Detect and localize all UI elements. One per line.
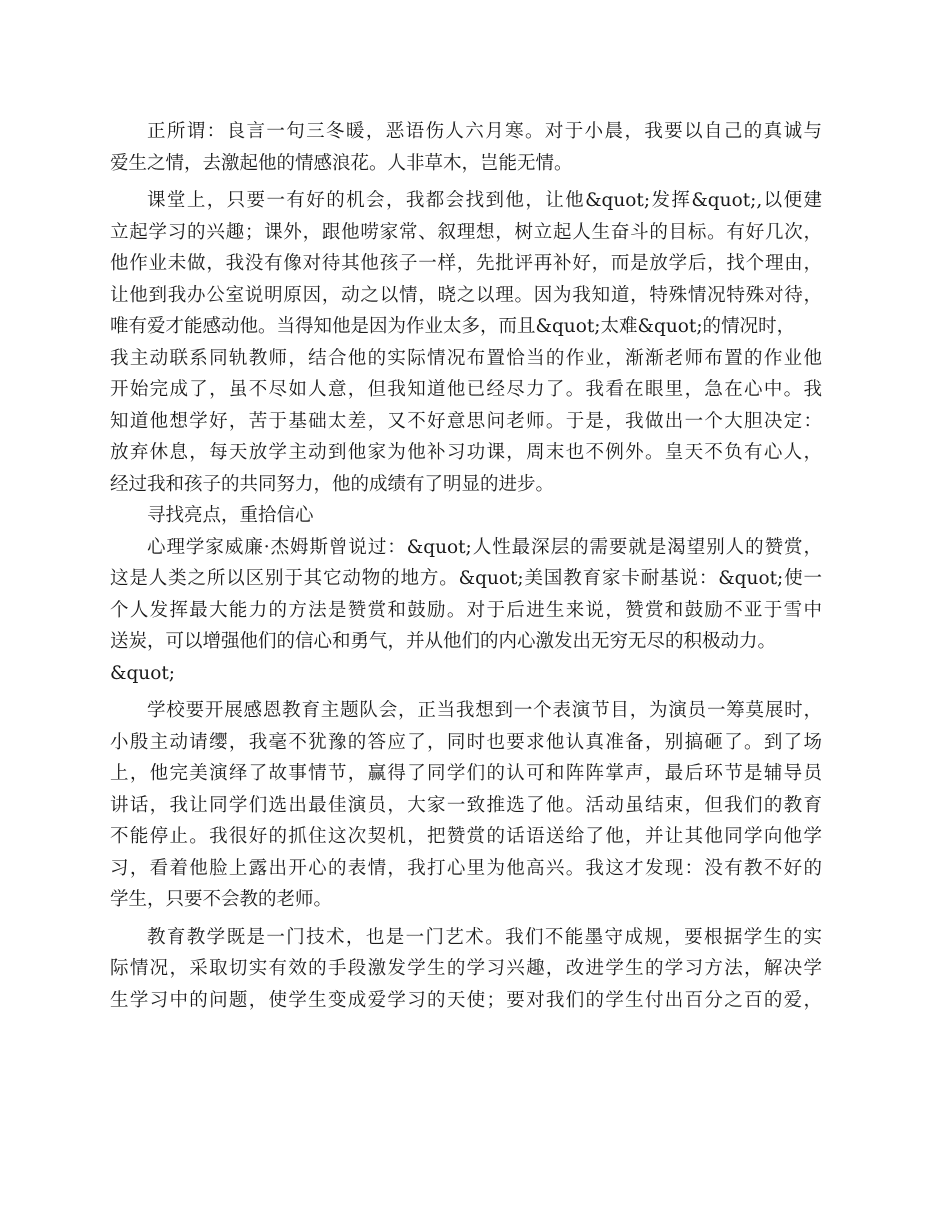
paragraph	[110, 116, 822, 179]
text-line: 学校要开展感恩教育主题队会，正当我想到一个表演节目，为演员一筹莫展时，	[147, 700, 822, 721]
document-body	[110, 116, 822, 1016]
paragraph	[110, 695, 822, 916]
text-line: 习，看着他脸上露出开心的表情，我打心里为他高兴。我这才发现：没有教不好的	[110, 857, 822, 879]
text-line: 际情况，采取切实有效的手段激发学生的学习兴趣，改进学生的学习方法，解决学	[110, 958, 822, 979]
text-line: 讲话，我让同学们选出最佳演员，大家一致推选了他。活动虽结束，但我们的教育	[110, 794, 822, 816]
text-line: 课堂上，只要一有好的机会，我都会找到他，让他&quot;发挥&quot;,以便建	[147, 190, 822, 211]
text-line: 小殷主动请缨，我毫不犹豫的答应了，同时也要求他认真准备，别搞砸了。到了场	[110, 731, 822, 753]
text-line: 心理学家威廉·杰姆斯曾说过：&quot;人性最深层的需要就是渴望别人的赞赏，	[147, 536, 822, 558]
text-line: 唯有爱才能感动他。当得知他是因为作业太多，而且&quot;太难&quot;的情况时，	[110, 316, 796, 337]
text-line: 学生，只要不会教的老师。	[110, 889, 333, 910]
paragraph	[110, 185, 822, 500]
text-line: 教育教学既是一门技术，也是一门艺术。我们不能墨守成规，要根据学生的实	[147, 926, 822, 948]
paragraph	[110, 532, 822, 690]
text-line: 不能停止。我很好的抓住这次契机，把赞赏的话语送给了他，并让其他同学向他学	[110, 826, 822, 847]
heading-line: 寻找亮点，重拾信心	[147, 505, 314, 526]
text-line: 爱生之情，去激起他的情感浪花。人非草木，岂能无情。	[110, 152, 573, 174]
text-line: 我主动联系同轨教师，结合他的实际情况布置恰当的作业，渐渐老师布置的作业他	[110, 347, 822, 369]
text-line: 经过我和孩子的共同努力，他的成绩有了明显的进步。	[110, 473, 555, 495]
text-line: 立起学习的兴趣；课外，跟他唠家常、叙理想，树立起人生奋斗的目标。有好几次，	[110, 221, 822, 243]
text-line: 他作业未做，我没有像对待其他孩子一样，先批评再补好，而是放学后，找个理由，	[110, 253, 822, 274]
text-line: 个人发挥最大能力的方法是赞赏和鼓励。对于后进生来说，赞赏和鼓励不亚于雪中	[110, 599, 822, 621]
text-line: 上，他完美演绎了故事情节，赢得了同学们的认可和阵阵掌声，最后环节是辅导员	[110, 763, 822, 784]
text-line: 知道他想学好，苦于基础太差，又不好意思问老师。于是，我做出一个大胆决定：	[110, 410, 822, 432]
text-line: 生学习中的问题，使学生变成爱学习的天使；要对我们的学生付出百分之百的爱，	[110, 989, 822, 1011]
text-line: 放弃休息，每天放学主动到他家为他补习功课，周末也不例外。皇天不负有心人，	[110, 442, 822, 463]
text-line: 这是人类之所以区别于其它动物的地方。&quot;美国教育家卡耐基说：&quot;使一	[110, 568, 822, 589]
section-heading	[110, 500, 822, 532]
text-line: 正所谓：良言一句三冬暖，恶语伤人六月寒。对于小晨，我要以自己的真诚与	[147, 121, 822, 142]
paragraph	[110, 922, 822, 1017]
text-line: 送炭，可以增强他们的信心和勇气，并从他们的内心激发出无穷无尽的积极动力。	[110, 631, 777, 652]
text-line: 开始完成了，虽不尽如人意，但我知道他已经尽力了。我看在眼里，急在心中。我	[110, 379, 822, 400]
text-line: 让他到我办公室说明原因，动之以情，晓之以理。因为我知道，特殊情况特殊对待，	[110, 284, 822, 306]
text-line: &quot;	[110, 662, 176, 684]
